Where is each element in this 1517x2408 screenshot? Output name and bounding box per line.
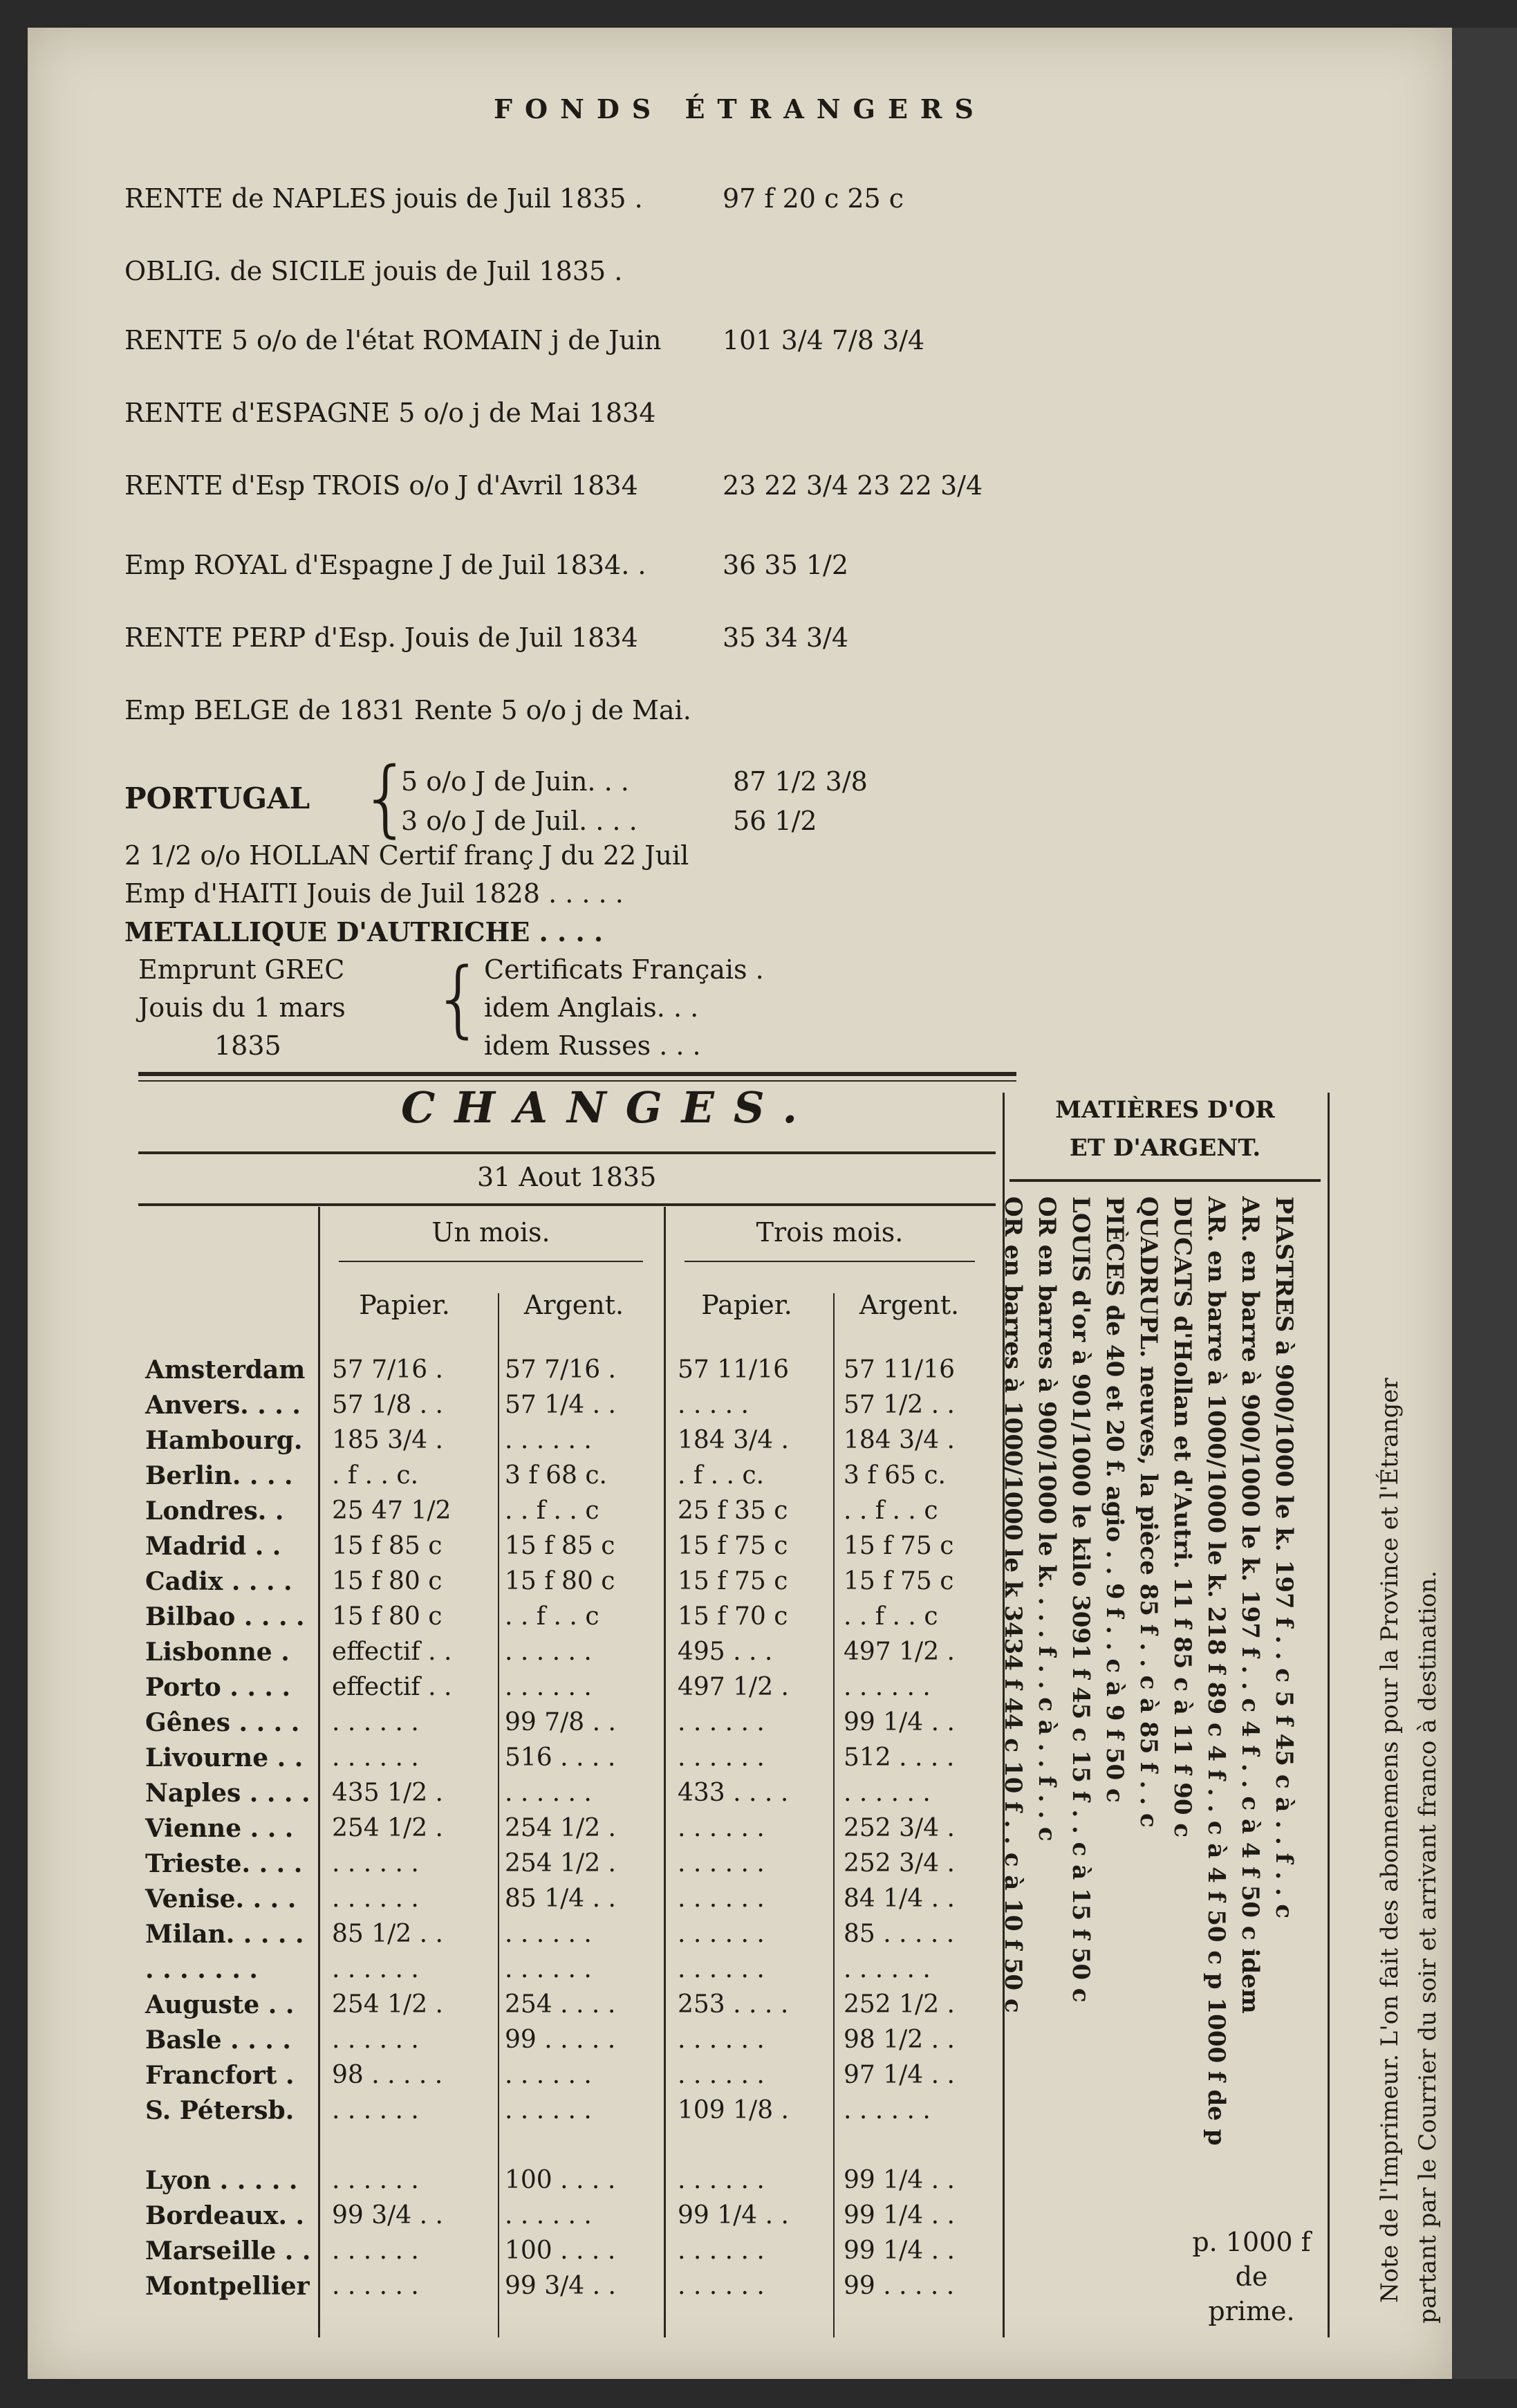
- misc-row: Emp d'HAITI Jouis de Juil 1828 . . . . .: [124, 878, 624, 909]
- misc-row: METALLIQUE D'AUTRICHE . . . .: [124, 916, 604, 947]
- rate-cell: 85 1/2 . .: [332, 1920, 443, 1948]
- rate-cell: 57 11/16: [844, 1355, 955, 1384]
- city-name: Livourne . .: [145, 1743, 304, 1772]
- fonds-row: [124, 550, 646, 580]
- rate-cell: . . . . . .: [505, 2061, 592, 2089]
- divider: [138, 1080, 1016, 1082]
- side-note: partant par le Courrier du soir et arrivant franco à destination.: [1414, 1571, 1442, 2324]
- grec-left: Emprunt GREC: [138, 954, 345, 985]
- column-divider: [1328, 1093, 1330, 2337]
- fonds-value: 35 34 3/4: [723, 622, 849, 653]
- city-name: Francfort .: [145, 2061, 295, 2090]
- rate-cell: 253 . . . .: [678, 1990, 789, 2019]
- rate-cell: . . . . . .: [844, 1955, 931, 1983]
- city-name: Auguste . .: [145, 1990, 295, 2019]
- rate-cell: 99 . . . . .: [844, 2272, 955, 2300]
- matiere-line: PIASTRES à 900/1000 le k. 197 f . . c 5 f 45 c à . . f . . c: [1270, 1196, 1298, 1919]
- grec-right: idem Anglais. . .: [484, 992, 699, 1023]
- rate-cell: 98 1/2 . .: [844, 2026, 955, 2054]
- rate-cell: 254 1/2 .: [332, 1814, 443, 1842]
- prime-note: p. 1000 f: [1192, 2227, 1311, 2257]
- fonds-label: RENTE de NAPLES jouis de Juil 1835 .: [124, 183, 643, 214]
- prime-note: prime.: [1208, 2296, 1295, 2326]
- rate-cell: . . . . . .: [332, 2026, 419, 2054]
- section-header: FONDS ÉTRANGERS: [494, 93, 986, 124]
- fonds-value: 97 f 20 c 25 c: [723, 183, 904, 214]
- rate-cell: 99 1/4 . .: [844, 2236, 955, 2265]
- rate-cell: . . . . . .: [678, 2061, 765, 2089]
- rate-cell: . . . . . .: [678, 2026, 765, 2054]
- rate-cell: 15 f 75 c: [678, 1567, 788, 1595]
- rate-cell: . . . . . .: [505, 2201, 592, 2230]
- rate-cell: . . . . . .: [505, 2096, 592, 2124]
- rate-cell: 497 1/2 .: [678, 1673, 789, 1701]
- rate-cell: 99 . . . . .: [505, 2026, 616, 2054]
- rate-cell: 435 1/2 .: [332, 1779, 443, 1807]
- newspaper-page: [28, 28, 1452, 2379]
- rate-cell: 184 3/4 .: [844, 1426, 955, 1454]
- rate-cell: . . . . . .: [332, 2166, 419, 2194]
- city-name: Marseille . .: [145, 2236, 311, 2266]
- rate-cell: 254 1/2 .: [332, 1990, 443, 2019]
- rate-cell: . . f . . c: [844, 1602, 938, 1631]
- rate-cell: 100 . . . .: [505, 2166, 616, 2194]
- fonds-label: Emp ROYAL d'Espagne J de Juil 1834. .: [124, 550, 646, 580]
- rate-cell: . . . . . .: [332, 2236, 419, 2265]
- rate-cell: . . f . . c: [844, 1497, 938, 1525]
- grec-right: Certificats Français .: [484, 954, 764, 985]
- rate-cell: 25 47 1/2: [332, 1497, 452, 1525]
- group-header: Trois mois.: [756, 1217, 904, 1248]
- fonds-label: Emp BELGE de 1831 Rente 5 o/o j de Mai.: [124, 695, 691, 725]
- rate-cell: 57 11/16: [678, 1355, 789, 1384]
- rate-cell: 85 1/4 . .: [505, 1884, 616, 1913]
- fonds-label: RENTE d'ESPAGNE 5 o/o j de Mai 1834: [124, 398, 656, 428]
- matiere-line: DUCATS d'Hollan et d'Autri. 11 f 85 c à 11 f 90 c: [1169, 1196, 1196, 1838]
- grec-left: 1835: [214, 1030, 281, 1061]
- city-name: S. Pétersb.: [145, 2096, 295, 2125]
- rate-cell: . . . . . .: [332, 2096, 419, 2124]
- rate-cell: 98 . . . . .: [332, 2061, 443, 2089]
- brace-icon: {: [360, 750, 413, 846]
- city-name: Lisbonne .: [145, 1638, 290, 1667]
- rate-cell: 184 3/4 .: [678, 1426, 789, 1454]
- matieres-title: MATIÈRES D'OR: [1055, 1096, 1275, 1124]
- matiere-line: OR en barres à 1000/1000 le k 3434 f 44 c 10 f . . c à 10 f 50 c: [999, 1196, 1027, 2013]
- city-name: Basle . . . .: [145, 2026, 291, 2055]
- divider: [1009, 1179, 1321, 1182]
- column-header: Papier.: [701, 1290, 792, 1320]
- fonds-row: [124, 256, 622, 286]
- rate-cell: . . . . . .: [332, 1884, 419, 1913]
- rate-cell: . . . . .: [678, 1391, 749, 1419]
- rate-cell: 99 1/4 . .: [678, 2201, 789, 2230]
- rate-cell: 495 . . .: [678, 1638, 773, 1666]
- city-name: Vienne . . .: [145, 1814, 294, 1843]
- fonds-label: RENTE 5 o/o de l'état ROMAIN j de Juin: [124, 325, 662, 355]
- rate-cell: 254 . . . .: [505, 1990, 616, 2019]
- fonds-label: RENTE d'Esp TROIS o/o J d'Avril 1834: [124, 470, 638, 501]
- prime-note: de: [1235, 2261, 1268, 2292]
- fonds-label: RENTE PERP d'Esp. Jouis de Juil 1834: [124, 622, 638, 653]
- fonds-row: [124, 622, 638, 653]
- rate-cell: 185 3/4 .: [332, 1426, 443, 1454]
- column-divider: [498, 1293, 499, 2337]
- portugal-row-value: 56 1/2: [733, 806, 817, 836]
- rate-cell: 109 1/8 .: [678, 2096, 789, 2124]
- city-name: Porto . . . .: [145, 1673, 290, 1702]
- matiere-line: PIÈCES de 40 et 20 f. agio . . 9 f . . c à 9 f 50 c: [1101, 1196, 1128, 1803]
- fonds-value: 23 22 3/4 23 22 3/4: [723, 470, 983, 501]
- rate-cell: . . . . . .: [505, 1955, 592, 1983]
- rate-cell: 15 f 75 c: [844, 1532, 954, 1560]
- fonds-row: [124, 398, 655, 428]
- rate-cell: 15 f 80 c: [332, 1602, 443, 1631]
- matieres-title: ET D'ARGENT.: [1069, 1134, 1261, 1162]
- rate-cell: . . . . . .: [678, 2272, 765, 2300]
- rate-cell: . . . . . .: [505, 1638, 592, 1666]
- city-name: Bordeaux. .: [145, 2201, 305, 2230]
- divider: [339, 1261, 643, 1262]
- rate-cell: . . . . . .: [678, 1849, 765, 1878]
- rate-cell: . . . . . .: [678, 1884, 765, 1913]
- rate-cell: . . . . . .: [505, 1920, 592, 1948]
- misc-row: 2 1/2 o/o HOLLAN Certif franç J du 22 Juil: [124, 840, 689, 871]
- divider: [685, 1261, 975, 1262]
- rate-cell: . . . . . .: [505, 1779, 592, 1807]
- fonds-value: 101 3/4 7/8 3/4: [723, 325, 925, 355]
- column-header: Argent.: [859, 1290, 960, 1320]
- grec-right: idem Russes . . .: [484, 1030, 701, 1061]
- rate-cell: 3 f 65 c.: [844, 1461, 946, 1490]
- rate-cell: . . . . . .: [332, 1955, 419, 1983]
- rate-cell: 252 3/4 .: [844, 1814, 955, 1842]
- city-name: Trieste. . . .: [145, 1849, 303, 1878]
- rate-cell: 85 . . . . .: [844, 1920, 955, 1948]
- rate-cell: 57 1/2 . .: [844, 1391, 955, 1419]
- matiere-line: AR. en barre à 900/1000 le k. 197 f . . c 4 f . . c à 4 f 50 c idem: [1236, 1196, 1264, 2014]
- city-name: Bilbao . . . .: [145, 1602, 305, 1631]
- matiere-line: OR en barres à 900/1000 le k. . . . f . . c à . . f . . c: [1033, 1196, 1061, 1842]
- rate-cell: . . . . . .: [505, 1426, 592, 1454]
- city-name: Lyon . . . . .: [145, 2166, 298, 2195]
- rate-cell: 99 3/4 . .: [332, 2201, 443, 2230]
- matiere-line: LOUIS d'or à 901/1000 le kilo 3091 f 45 c 15 f . . c à 15 f 50 c: [1067, 1196, 1095, 2003]
- fonds-label: OBLIG. de SICILE jouis de Juil 1835 .: [124, 256, 623, 286]
- divider: [138, 1203, 996, 1206]
- rate-cell: 252 1/2 .: [844, 1990, 955, 2019]
- brace-icon: {: [432, 951, 485, 1047]
- rate-cell: 99 1/4 . .: [844, 2166, 955, 2194]
- rate-cell: . . . . . .: [678, 1743, 765, 1772]
- column-header: Argent.: [523, 1290, 624, 1320]
- rate-cell: 516 . . . .: [505, 1743, 616, 1772]
- city-name: Milan. . . . .: [145, 1920, 304, 1949]
- rate-cell: 15 f 75 c: [678, 1532, 788, 1560]
- rate-cell: . . . . . .: [844, 1779, 931, 1807]
- grec-left: Jouis du 1 mars: [138, 992, 346, 1023]
- city-name: Madrid . .: [145, 1532, 281, 1561]
- column-divider: [833, 1293, 835, 2337]
- rate-cell: 252 3/4 .: [844, 1849, 955, 1878]
- rate-cell: 99 1/4 . .: [844, 2201, 955, 2230]
- rate-cell: . . . . . .: [678, 1814, 765, 1842]
- rate-cell: . . . . . .: [678, 1955, 765, 1983]
- rate-cell: 100 . . . .: [505, 2236, 616, 2265]
- fonds-row: [124, 695, 691, 725]
- rate-cell: . . . . . .: [332, 1849, 419, 1878]
- rate-cell: . f . . c.: [332, 1461, 419, 1490]
- rate-cell: . . . . . .: [332, 1743, 419, 1772]
- rate-cell: . . . . . .: [844, 1673, 931, 1701]
- rate-cell: 15 f 85 c: [332, 1532, 443, 1560]
- rate-cell: 57 1/8 . .: [332, 1391, 443, 1419]
- rate-cell: 15 f 70 c: [678, 1602, 788, 1631]
- fonds-value: 36 35 1/2: [723, 550, 849, 580]
- city-name: Naples . . . .: [145, 1779, 310, 1808]
- city-name: Amsterdam: [145, 1355, 306, 1384]
- column-divider: [318, 1207, 320, 2337]
- portugal-label: PORTUGAL: [124, 781, 310, 815]
- rate-cell: effectif . .: [332, 1673, 452, 1701]
- rate-cell: 3 f 68 c.: [505, 1461, 607, 1490]
- changes-title: CHANGES.: [401, 1082, 817, 1133]
- portugal-row-label: 5 o/o J de Juin. . .: [401, 766, 629, 797]
- rate-cell: 99 3/4 . .: [505, 2272, 616, 2300]
- column-header: Papier.: [359, 1290, 450, 1320]
- city-name: Gênes . . . .: [145, 1708, 300, 1737]
- fonds-row: [124, 325, 661, 355]
- rate-cell: . . . . . .: [678, 2236, 765, 2265]
- rate-cell: . . . . . .: [505, 1673, 592, 1701]
- rate-cell: . . . . . .: [332, 2272, 419, 2300]
- rate-cell: 57 7/16 .: [332, 1355, 443, 1384]
- city-name: Londres. .: [145, 1497, 284, 1526]
- side-note: Note de l'Imprimeur. L'on fait des abonnemens pour la Province et l'Étranger: [1376, 1378, 1404, 2303]
- rate-cell: . . . . . .: [678, 2166, 765, 2194]
- rate-cell: 15 f 85 c: [505, 1532, 615, 1560]
- group-header: Un mois.: [431, 1217, 550, 1248]
- rate-cell: 57 1/4 . .: [505, 1391, 616, 1419]
- rate-cell: 15 f 80 c: [505, 1567, 615, 1595]
- rate-cell: 99 7/8 . .: [505, 1708, 616, 1736]
- matiere-line: QUADRUPL. neuves, la pièce 85 f . . c à 85 f . . c: [1135, 1196, 1162, 1828]
- divider: [138, 1072, 1016, 1076]
- rate-cell: . . f . . c: [505, 1602, 599, 1631]
- portugal-row-label: 3 o/o J de Juil. . . .: [401, 806, 637, 836]
- rate-cell: 497 1/2 .: [844, 1638, 955, 1666]
- rate-cell: 15 f 75 c: [844, 1567, 954, 1595]
- rate-cell: 254 1/2 .: [505, 1849, 616, 1878]
- city-name: Hambourg.: [145, 1426, 303, 1455]
- rate-cell: 512 . . . .: [844, 1743, 955, 1772]
- fonds-row: [124, 183, 643, 214]
- city-name: Venise. . . .: [145, 1884, 297, 1914]
- column-divider: [664, 1207, 666, 2337]
- rate-cell: . . f . . c: [505, 1497, 599, 1525]
- portugal-row-value: 87 1/2 3/8: [733, 766, 868, 797]
- fonds-row: [124, 470, 638, 501]
- changes-date: 31 Aout 1835: [477, 1162, 657, 1192]
- rate-cell: 25 f 35 c: [678, 1497, 788, 1525]
- city-name: Anvers. . . .: [145, 1391, 301, 1420]
- rate-cell: . f . . c.: [678, 1461, 765, 1490]
- rate-cell: . . . . . .: [332, 1708, 419, 1736]
- rate-cell: 15 f 80 c: [332, 1567, 443, 1595]
- rate-cell: . . . . . .: [678, 1920, 765, 1948]
- city-name: . . . . . . .: [145, 1955, 258, 1984]
- rate-cell: . . . . . .: [678, 1708, 765, 1736]
- city-name: Cadix . . . .: [145, 1567, 292, 1596]
- rate-cell: 99 1/4 . .: [844, 1708, 955, 1736]
- rate-cell: 57 7/16 .: [505, 1355, 616, 1384]
- rate-cell: 433 . . . .: [678, 1779, 789, 1807]
- rate-cell: 254 1/2 .: [505, 1814, 616, 1842]
- rate-cell: 97 1/4 . .: [844, 2061, 955, 2089]
- rate-cell: . . . . . .: [844, 2096, 931, 2124]
- rate-cell: 84 1/4 . .: [844, 1884, 955, 1913]
- divider: [138, 1151, 996, 1154]
- city-name: Montpellier: [145, 2272, 310, 2301]
- page-edge: [1452, 28, 1517, 2379]
- matiere-line: AR. en barre à 1000/1000 le k. 218 f 89 c 4 f . . c à 4 f 50 c p 1000 f de p: [1202, 1196, 1230, 2146]
- city-name: Berlin. . . .: [145, 1461, 293, 1490]
- rate-cell: effectif . .: [332, 1638, 452, 1666]
